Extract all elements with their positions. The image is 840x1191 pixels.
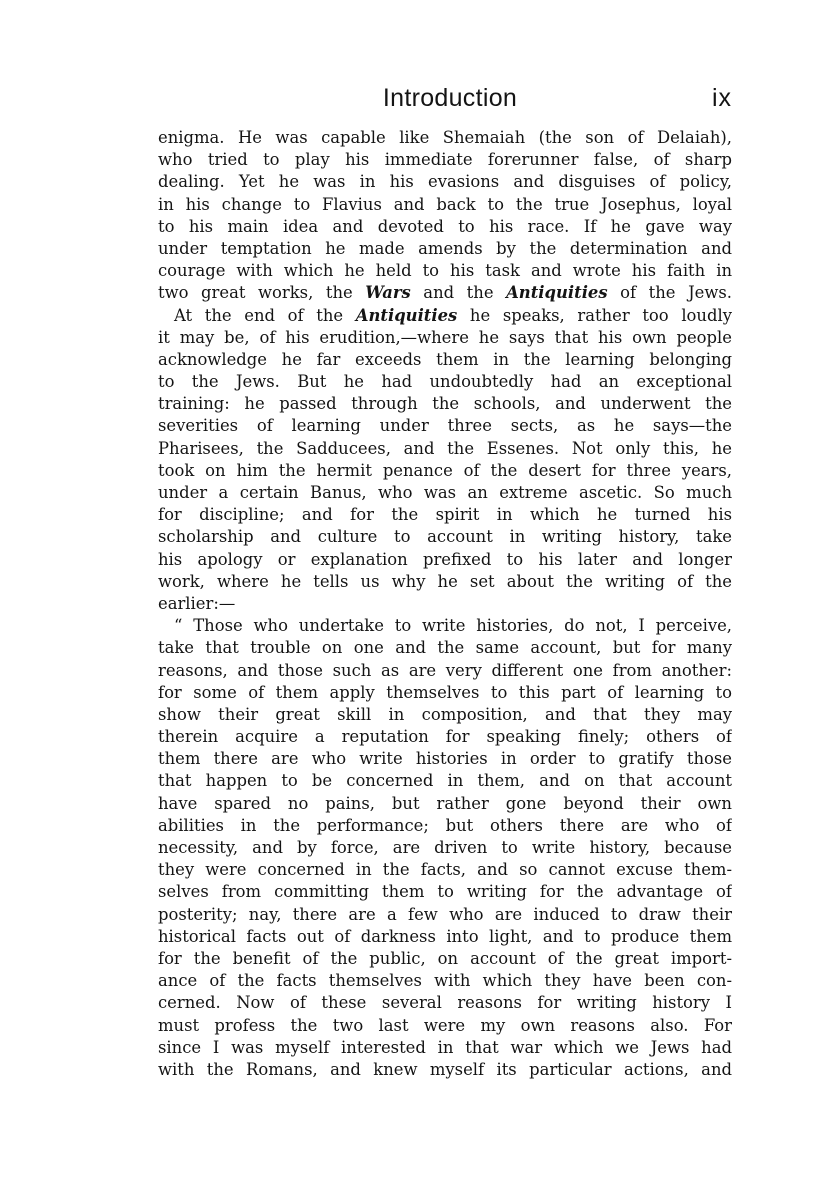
text-line: for discipline; and for the spirit in which he turned his	[158, 505, 732, 525]
quote-line: them there are who write histories in order to gratify those	[158, 749, 732, 769]
text-line: to his main idea and devoted to his race. If he gave way	[158, 216, 732, 236]
text-line: who tried to play his immediate forerunner false, of sharp	[158, 150, 732, 170]
running-title: Introduction	[382, 84, 518, 112]
text-line: it may be, of his erudition,—where he says that his own people	[158, 327, 732, 347]
text-line: under a certain Banus, who was an extreme ascetic. So much	[158, 483, 732, 502]
quote-line: since I was myself interested in that war which we Jews had	[158, 1037, 732, 1057]
book-title: Antiquities	[506, 283, 608, 303]
quote-line: necessity, and by force, are driven to write history, because	[158, 838, 732, 857]
quote-line: have spared no pains, but rather gone beyond their own	[158, 793, 732, 813]
quote-line: for the benefit of the public, on account of the great import-	[158, 948, 732, 968]
quote-line: selves from committing them to writing for the advantage of	[158, 882, 732, 902]
book-title: Antiquities	[355, 305, 458, 325]
text-line: courage with which he held to his task and wrote his faith in	[158, 261, 732, 281]
quote-line: they were concerned in the facts, and so cannot excuse them-	[158, 860, 732, 880]
quote-line: for some of them apply themselves to this part of learning to	[158, 682, 732, 702]
text-line: two great works, the Wars and the Antiquities of the Jews.	[158, 283, 732, 303]
text-line: severities of learning under three sects, as he says—the	[158, 416, 732, 436]
quote-line: reasons, and those such as are very different one from another:	[158, 660, 732, 680]
quote-line: ance of the facts themselves with which they have been con-	[158, 971, 732, 991]
text-line: to the Jews. But he had undoubtedly had an exceptional	[158, 372, 732, 392]
quote-line: take that trouble on one and the same account, but for many	[158, 638, 732, 658]
quote-line: cerned. Now of these several reasons for writing history I	[158, 993, 732, 1013]
quote-line: that happen to be concerned in them, and on that account	[158, 771, 732, 791]
text-line: took on him the hermit penance of the desert for three years,	[158, 460, 732, 480]
quote-line: “ Those who undertake to write histories, do not, I perceive,	[174, 616, 732, 636]
text-line: acknowledge he far exceeds them in the learning belonging	[158, 349, 732, 369]
running-header	[168, 82, 732, 118]
quote-line: must profess the two last were my own reasons also. For	[158, 1015, 732, 1035]
text-line: At the end of the Antiquities he speaks, rather too loudly	[174, 305, 732, 325]
text-line: his apology or explanation prefixed to his later and longer	[158, 549, 732, 569]
quote-line: posterity; nay, there are a few who are induced to draw their	[158, 904, 732, 924]
quote-line: historical facts out of darkness into light, and to produce them	[158, 926, 732, 946]
text-line: Pharisees, the Sadducees, and the Essenes. Not only this, he	[158, 438, 732, 458]
body-text	[158, 127, 732, 1081]
text-line: work, where he tells us why he set about the writing of the	[158, 571, 732, 591]
quote-line: show their great skill in composition, and that they may	[158, 704, 732, 724]
text-line: scholarship and culture to account in writing history, take	[158, 527, 732, 547]
page-number: ix	[711, 84, 732, 112]
text-line: in his change to Flavius and back to the true Josephus, loyal	[158, 194, 732, 214]
text-line: enigma. He was capable like Shemaiah (the son of Delaiah),	[158, 128, 732, 147]
text-line: dealing. Yet he was in his evasions and disguises of policy,	[158, 172, 732, 192]
quote-line: with the Romans, and knew myself its particular actions, and	[158, 1059, 732, 1079]
text-line: under temptation he made amends by the determination and	[158, 238, 732, 258]
text-line: earlier:—	[158, 593, 236, 613]
text-line: training: he passed through the schools, and underwent the	[158, 394, 732, 414]
book-title: Wars	[365, 283, 411, 303]
quote-line: abilities in the performance; but others there are who of	[158, 815, 732, 835]
quote-line: therein acquire a reputation for speaking finely; others of	[158, 727, 732, 747]
